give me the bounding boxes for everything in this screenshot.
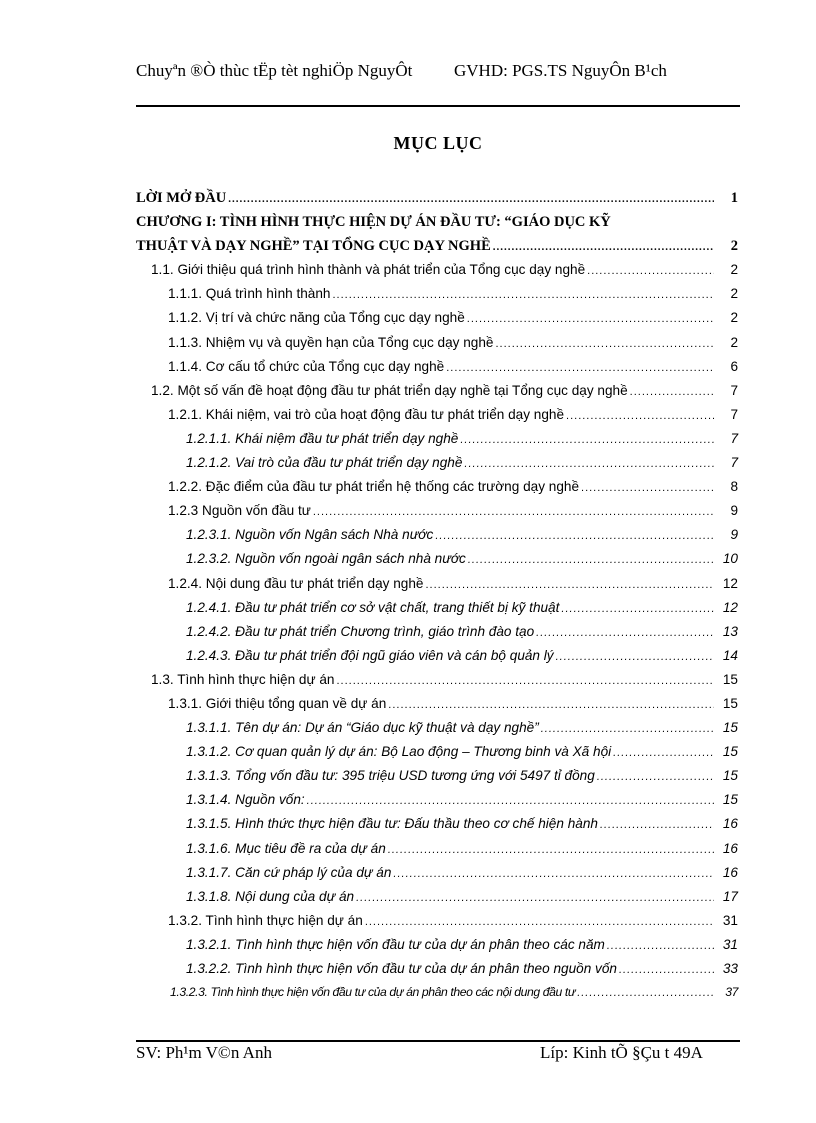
toc-leader-dots <box>630 386 714 398</box>
toc-entry[interactable] <box>136 503 740 527</box>
toc-entry-page: 9 <box>730 527 738 543</box>
toc-entry-page: 15 <box>722 720 738 736</box>
toc-entry-page: 7 <box>730 382 738 398</box>
toc-leader-dots <box>228 193 714 205</box>
toc-leader-dots <box>356 892 714 904</box>
toc-entry-page: 10 <box>722 551 738 567</box>
toc-entry[interactable] <box>136 841 740 865</box>
toc-entry-page: 2 <box>730 310 738 326</box>
toc-leader-dots <box>307 795 714 807</box>
footer-right: Líp: Kinh tÕ §Çu t 49A <box>540 1043 703 1062</box>
toc-entry[interactable] <box>136 937 740 961</box>
toc-leader-dots <box>607 940 714 952</box>
toc-entry[interactable] <box>136 648 740 672</box>
toc-entry[interactable] <box>136 335 740 359</box>
toc-leader-dots <box>460 434 714 446</box>
header-left: Chuyªn ®Ò thùc tËp tèt nghiÖp NguyÔt <box>136 61 413 80</box>
toc-entry-page: 8 <box>730 479 738 495</box>
toc-entry[interactable] <box>136 214 740 238</box>
toc-entry-page: 14 <box>722 647 738 663</box>
toc-entry-page: 15 <box>722 768 738 784</box>
toc-entry-page: 15 <box>722 792 738 808</box>
toc-entry-title: 1.2.4.3. Đầu tư phát triển đội ngũ giáo viên và cán bộ quản lý <box>186 647 554 663</box>
toc-entry-title: 1.2.1.1. Khái niệm đầu tư phát triển dạy nghề <box>186 430 459 446</box>
toc-entry-title: 1.1.4. Cơ cấu tổ chức của Tổng cục dạy nghề <box>168 358 445 374</box>
toc-entry-title: CHƯƠNG I: TÌNH HÌNH THỰC HIỆN DỰ ÁN ĐẦU TƯ: “GIÁO DỤC KỸ <box>136 214 611 231</box>
toc-entry[interactable] <box>136 744 740 768</box>
toc-leader-dots <box>495 338 714 350</box>
toc-leader-dots <box>365 916 714 928</box>
toc-entry[interactable] <box>136 383 740 407</box>
toc-entry-title: 1.3.1.5. Hình thức thực hiện đầu tư: Đấu thầu theo cơ chế hiện hành <box>186 816 598 832</box>
toc-entry-title: THUẬT VÀ DẠY NGHỀ” TẠI TỔNG CỤC DẠY NGHỀ <box>136 238 491 255</box>
toc-entry[interactable] <box>136 768 740 792</box>
toc-entry-page: 15 <box>722 671 738 687</box>
toc-entry[interactable] <box>136 286 740 310</box>
toc-entry-title: LỜI MỞ ĐẦU <box>136 190 227 206</box>
toc-entry-page: 16 <box>722 864 738 880</box>
toc-entry-page: 16 <box>722 840 738 856</box>
toc-entry[interactable] <box>136 262 740 286</box>
footer-divider <box>136 1040 740 1042</box>
toc-entry-title: 1.2.4.2. Đầu tư phát triển Chương trình, giáo trình đào tạo <box>186 623 535 639</box>
toc-leader-dots <box>467 313 714 325</box>
toc-entry[interactable] <box>136 527 740 551</box>
toc-entry-page: 12 <box>722 599 738 615</box>
toc-leader-dots <box>541 723 714 735</box>
toc-leader-dots <box>581 482 714 494</box>
toc-entry-title: 1.3.1.1. Tên dự án: Dự án “Giáo dục kỹ thuật và dạy nghề” <box>186 720 539 736</box>
toc-entry-title: 1.3.1.6. Mục tiêu đề ra của dự án <box>186 840 386 856</box>
toc-leader-dots <box>464 458 714 470</box>
toc-entry-page: 7 <box>730 430 738 446</box>
toc-entry-title: 1.3. Tình hình thực hiện dự án <box>151 671 335 687</box>
toc-entry-page: 15 <box>722 695 738 711</box>
toc-entry-title: 1.3.2.3. Tình hình thực hiện vốn đầu tư của dự án phân theo các nội dung đầu tư <box>170 985 576 1000</box>
toc-entry-page: 7 <box>730 455 738 471</box>
toc-entry-page: 13 <box>722 623 738 639</box>
toc-leader-dots <box>600 819 714 831</box>
toc-leader-dots <box>613 747 714 759</box>
toc-entry[interactable] <box>136 310 740 334</box>
toc-entry-page: 17 <box>722 888 738 904</box>
footer-left: SV: Ph¹m V©n Anh <box>136 1043 272 1062</box>
header-divider <box>136 105 740 107</box>
toc-entry[interactable] <box>136 696 740 720</box>
toc-entry-page: 7 <box>730 406 738 422</box>
page-title: MỤC LỤC <box>393 133 483 153</box>
toc-entry-page: 2 <box>730 262 738 278</box>
toc-entry[interactable] <box>136 407 740 431</box>
toc-leader-dots <box>597 771 714 783</box>
toc-entry-title: 1.3.1.7. Căn cứ pháp lý của dự án <box>186 864 392 880</box>
toc-entry[interactable] <box>136 792 740 816</box>
toc-entry[interactable] <box>136 455 740 479</box>
toc-entry-title: 1.2.2. Đặc điểm của đầu tư phát triển hệ thống các trường dạy nghề <box>168 479 580 495</box>
header-right: GVHD: PGS.TS NguyÔn B¹ch <box>454 61 667 80</box>
toc-entry-title: 1.2. Một số vấn đề hoạt động đầu tư phát triển dạy nghề tại Tổng cục dạy nghề <box>151 382 628 398</box>
toc-entry-page: 37 <box>725 985 738 1000</box>
toc-entry[interactable] <box>136 624 740 648</box>
toc-entry[interactable] <box>136 431 740 455</box>
toc-leader-dots <box>435 530 714 542</box>
toc-entry-title: 1.3.2.2. Tình hình thực hiện vốn đầu tư của dự án phân theo nguồn vốn <box>186 961 617 976</box>
toc-entry-title: 1.2.3.1. Nguồn vốn Ngân sách Nhà nước <box>186 527 434 543</box>
toc-leader-dots <box>577 987 714 999</box>
toc-leader-dots <box>333 289 715 301</box>
toc-entry-page: 1 <box>730 190 738 206</box>
toc-entry-title: 1.3.2.1. Tình hình thực hiện vốn đầu tư của dự án phân theo các năm <box>186 936 605 952</box>
toc-entry-title: 1.2.3 Nguồn vốn đầu tư <box>168 503 311 519</box>
toc-entry[interactable] <box>136 479 740 503</box>
toc-entry-title: 1.3.1.2. Cơ quan quản lý dự án: Bộ Lao động – Thương binh và Xã hội <box>186 744 612 760</box>
toc-entry[interactable] <box>136 238 740 262</box>
toc-leader-dots <box>556 651 714 663</box>
toc-entry-title: 1.3.2. Tình hình thực hiện dự án <box>168 912 363 928</box>
toc-leader-dots <box>313 506 714 518</box>
toc-entry-page: 31 <box>722 936 738 952</box>
toc-entry[interactable] <box>136 720 740 744</box>
toc-entry-page: 16 <box>722 816 738 832</box>
toc-entry-title: 1.2.4. Nội dung đầu tư phát triển dạy nghề <box>168 575 424 591</box>
toc-entry[interactable] <box>136 961 740 985</box>
toc-entry[interactable] <box>136 816 740 840</box>
toc-entry-page: 33 <box>722 961 738 976</box>
toc-entry[interactable] <box>136 672 740 696</box>
toc-entry-title: 1.2.1.2. Vai trò của đầu tư phát triển dạy nghề <box>186 455 463 471</box>
toc-entry-page: 15 <box>722 744 738 760</box>
toc-leader-dots <box>446 362 714 374</box>
toc-entry-title: 1.2.4.1. Đầu tư phát triển cơ sở vật chất, trang thiết bị kỹ thuật <box>186 599 560 615</box>
toc-entry[interactable] <box>136 190 740 214</box>
toc-leader-dots <box>561 603 714 615</box>
toc-leader-dots <box>566 410 714 422</box>
toc-leader-dots <box>388 844 714 856</box>
toc-entry-title: 1.3.1.8. Nội dung của dự án <box>186 888 355 904</box>
toc-entry-title: 1.1. Giới thiệu quá trình hình thành và phát triển của Tổng cục dạy nghề <box>151 262 586 278</box>
toc-entry[interactable] <box>136 985 740 1009</box>
toc-entry-page: 31 <box>722 912 738 928</box>
toc-entry-page: 12 <box>722 575 738 591</box>
toc-entry-page: 2 <box>730 286 738 302</box>
toc-leader-dots <box>493 241 714 253</box>
toc-entry-page: 6 <box>730 358 738 374</box>
toc-entry-title: 1.3.1.4. Nguồn vốn: <box>186 792 305 808</box>
toc-entry-title: 1.2.3.2. Nguồn vốn ngoài ngân sách nhà nước <box>186 551 466 567</box>
toc-leader-dots <box>393 868 714 880</box>
toc-entry-title: 1.3.1. Giới thiệu tổng quan về dự án <box>168 695 387 711</box>
toc-entry[interactable] <box>136 551 740 575</box>
toc-entry-title: 1.1.1. Quá trình hình thành <box>168 286 331 302</box>
toc-entry[interactable] <box>136 600 740 624</box>
toc-entry-page: 2 <box>730 238 738 255</box>
toc-entry-title: 1.3.1.3. Tổng vốn đầu tư: 395 triệu USD tương ứng với 5497 tỉ đồng <box>186 768 595 784</box>
toc-entry[interactable] <box>136 889 740 913</box>
toc-leader-dots <box>336 675 714 687</box>
toc-entry-title: 1.2.1. Khái niệm, vai trò của hoạt động đầu tư phát triển dạy nghề <box>168 406 565 422</box>
toc-entry[interactable] <box>136 576 740 600</box>
toc-leader-dots <box>619 964 714 976</box>
toc-leader-dots <box>587 265 714 277</box>
toc-entry-title: 1.1.3. Nhiệm vụ và quyền hạn của Tổng cục dạy nghề <box>168 334 494 350</box>
toc-entry[interactable] <box>136 913 740 937</box>
toc-entry[interactable] <box>136 865 740 889</box>
toc-entry-title: 1.1.2. Vị trí và chức năng của Tổng cục dạy nghề <box>168 310 465 326</box>
table-of-contents <box>136 190 740 1009</box>
toc-entry-page: 2 <box>730 334 738 350</box>
toc-leader-dots <box>468 554 714 566</box>
toc-leader-dots <box>388 699 714 711</box>
toc-entry[interactable] <box>136 359 740 383</box>
toc-entry-page: 9 <box>730 503 738 519</box>
toc-leader-dots <box>536 627 714 639</box>
toc-leader-dots <box>425 579 714 591</box>
